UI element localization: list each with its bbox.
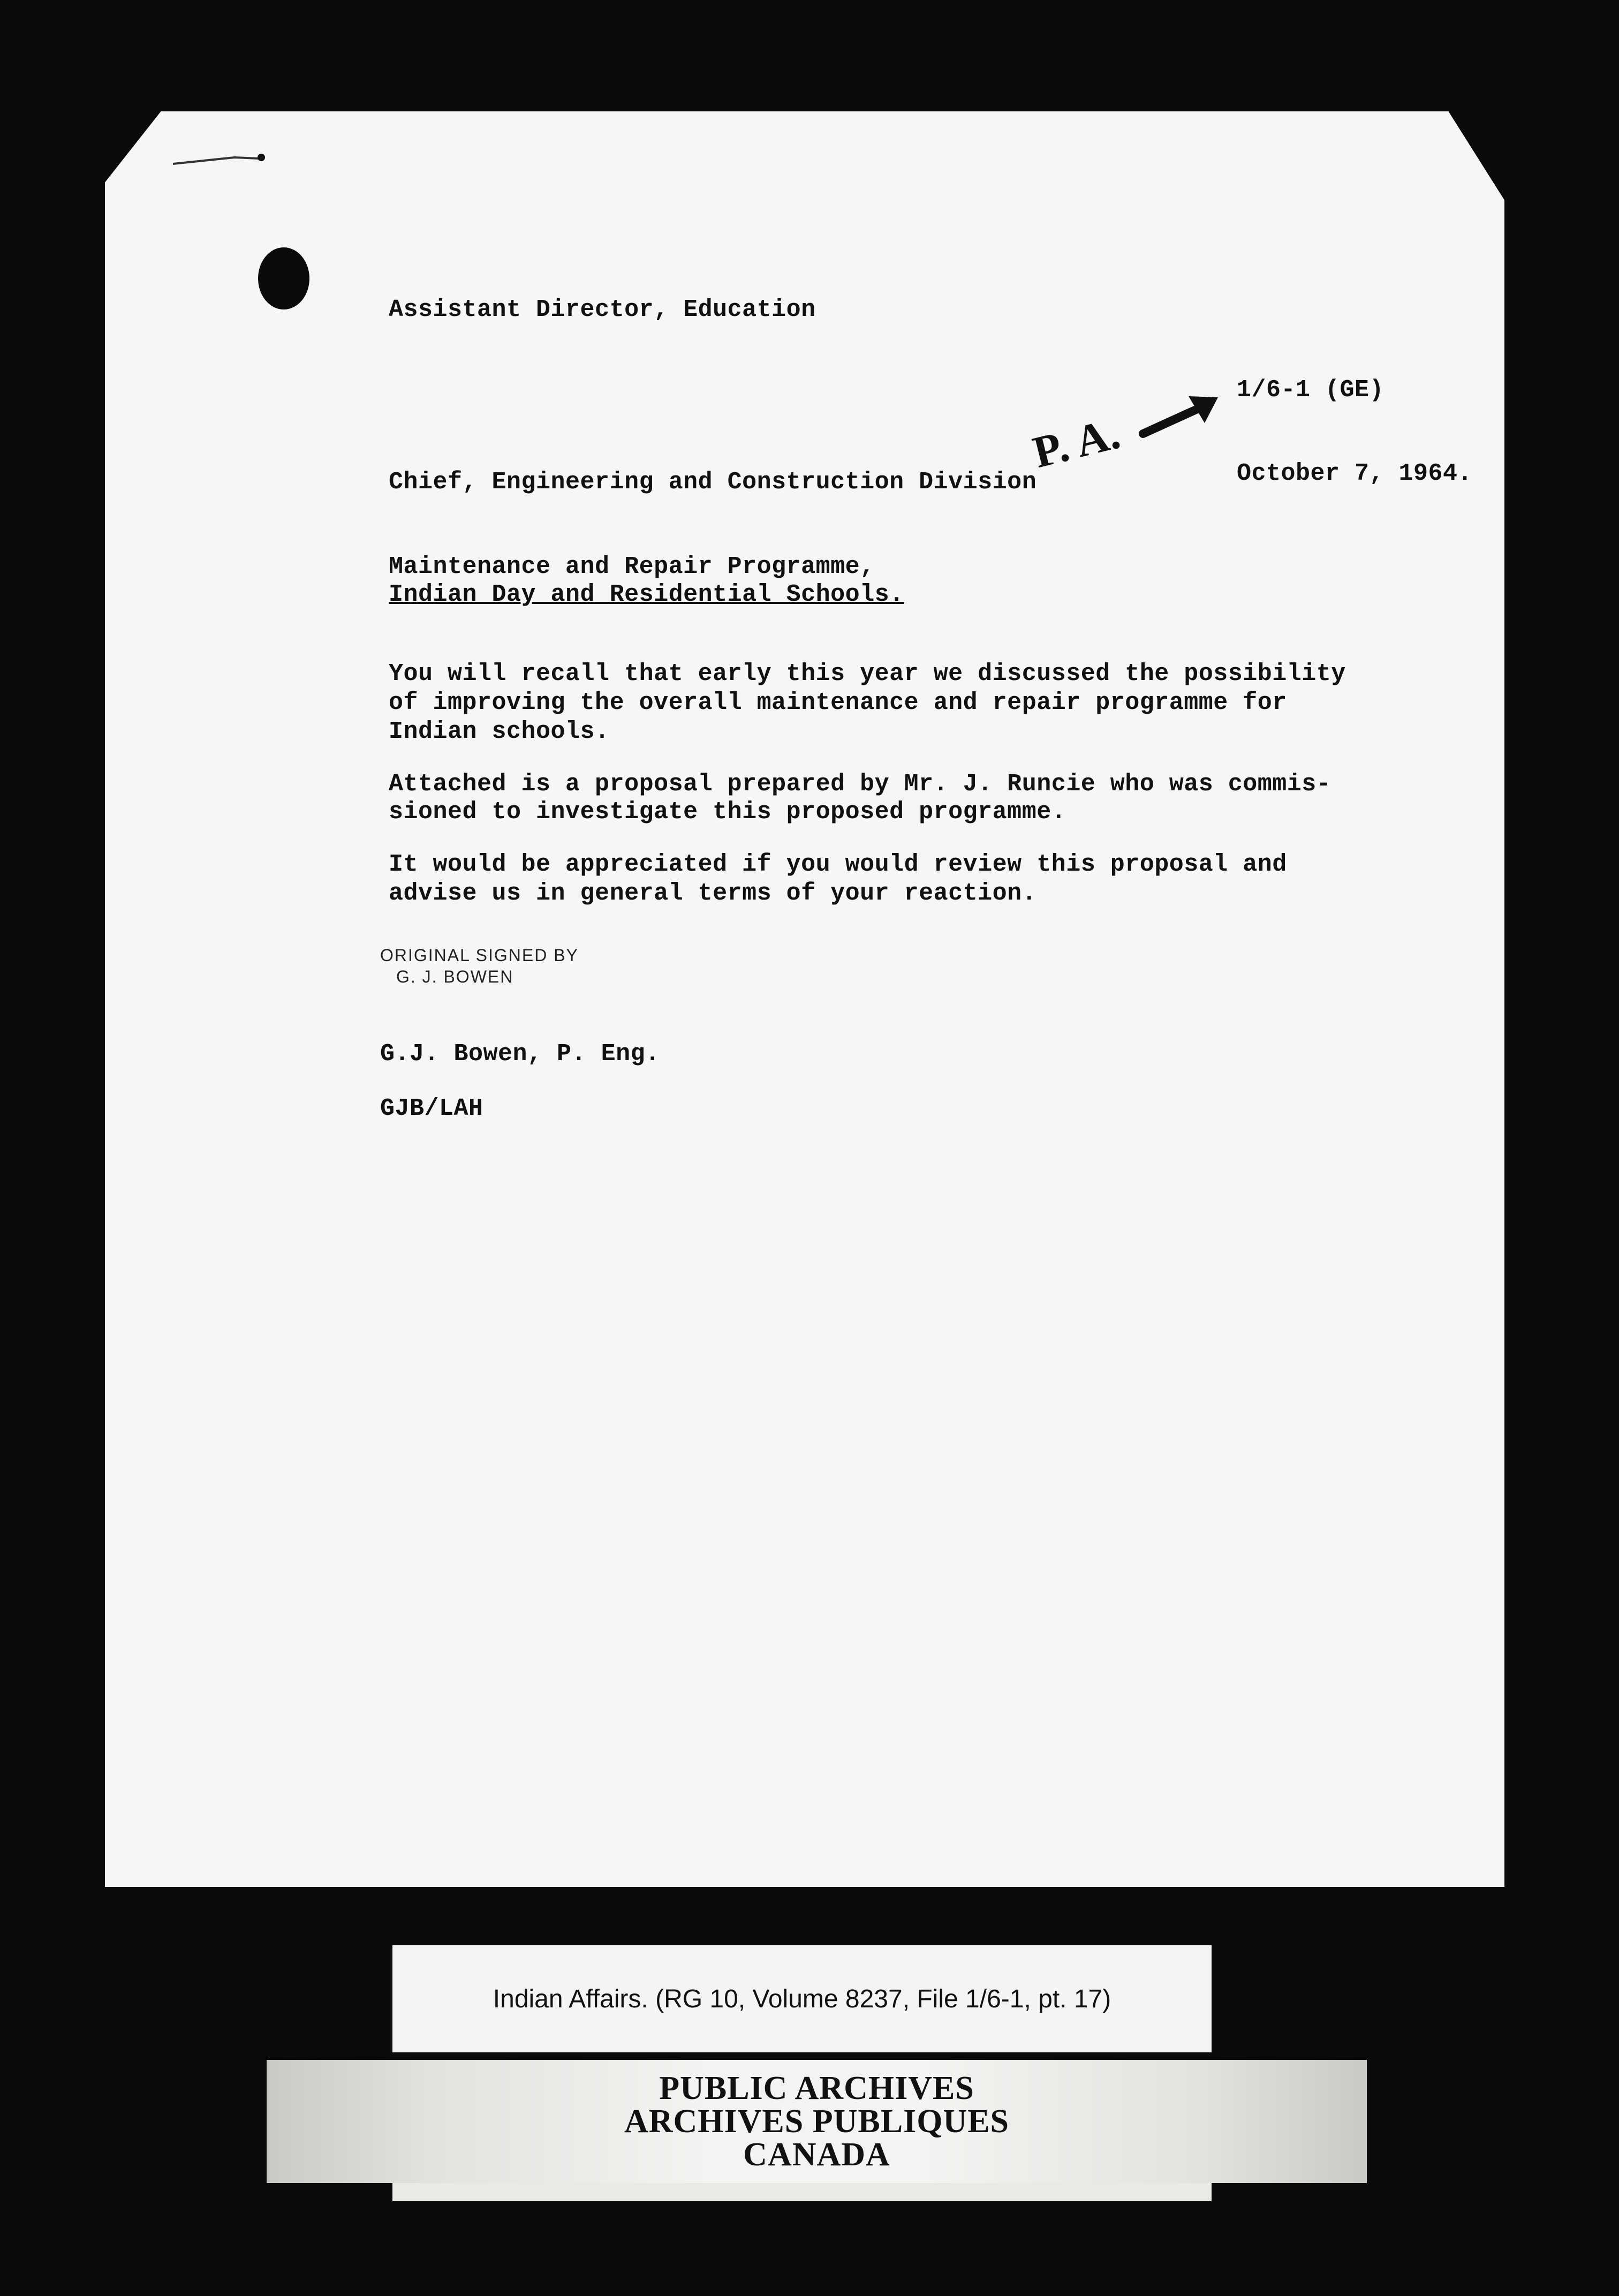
pa-handwritten-mark: P. A. [1028,408,1125,478]
archive-label-line-3: CANADA [743,2136,890,2173]
signature-line: G.J. Bowen, P. Eng. [380,1040,660,1068]
archive-stamp-label [267,2060,1367,2183]
paragraph-3-line-1: It would be appreciated if you would review this proposal and [389,851,1287,878]
archive-label-line-2: ARCHIVES PUBLIQUES [624,2103,1010,2140]
file-reference: 1/6-1 (GE) [1237,376,1385,404]
memo-from: Chief, Engineering and Construction Division [389,469,1037,496]
paragraph-1-line-2: of improving the overall maintenance and repair programme for [389,689,1287,716]
reference-initials: GJB/LAH [380,1095,483,1122]
archive-label-line-1: PUBLIC ARCHIVES [659,2070,974,2106]
pencil-mark [170,148,277,169]
paragraph-2-line-2: sioned to investigate this proposed programme. [389,798,1066,826]
signed-stamp-line-2: G. J. BOWEN [396,967,514,986]
paragraph-2-line-1: Attached is a proposal prepared by Mr. J. Runcie who was commis- [389,771,1331,798]
subject-line-2: Indian Day and Residential Schools. [389,581,904,608]
memo-date: October 7, 1964. [1237,460,1473,487]
punch-hole [258,247,309,309]
archive-citation-label: Indian Affairs. (RG 10, Volume 8237, File 1/6-1, pt. 17) [392,1945,1212,2052]
memo-to: Assistant Director, Education [389,296,816,323]
label-strip [392,2183,1212,2201]
signed-stamp-line-1: ORIGINAL SIGNED BY [380,946,579,965]
subject-line-1: Maintenance and Repair Programme, [389,553,875,580]
paragraph-3-line-2: advise us in general terms of your reaction. [389,880,1037,907]
arrow-icon [1138,386,1223,444]
paragraph-1-line-3: Indian schools. [389,718,610,745]
paragraph-1-line-1: You will recall that early this year we discussed the possibility [389,660,1346,688]
